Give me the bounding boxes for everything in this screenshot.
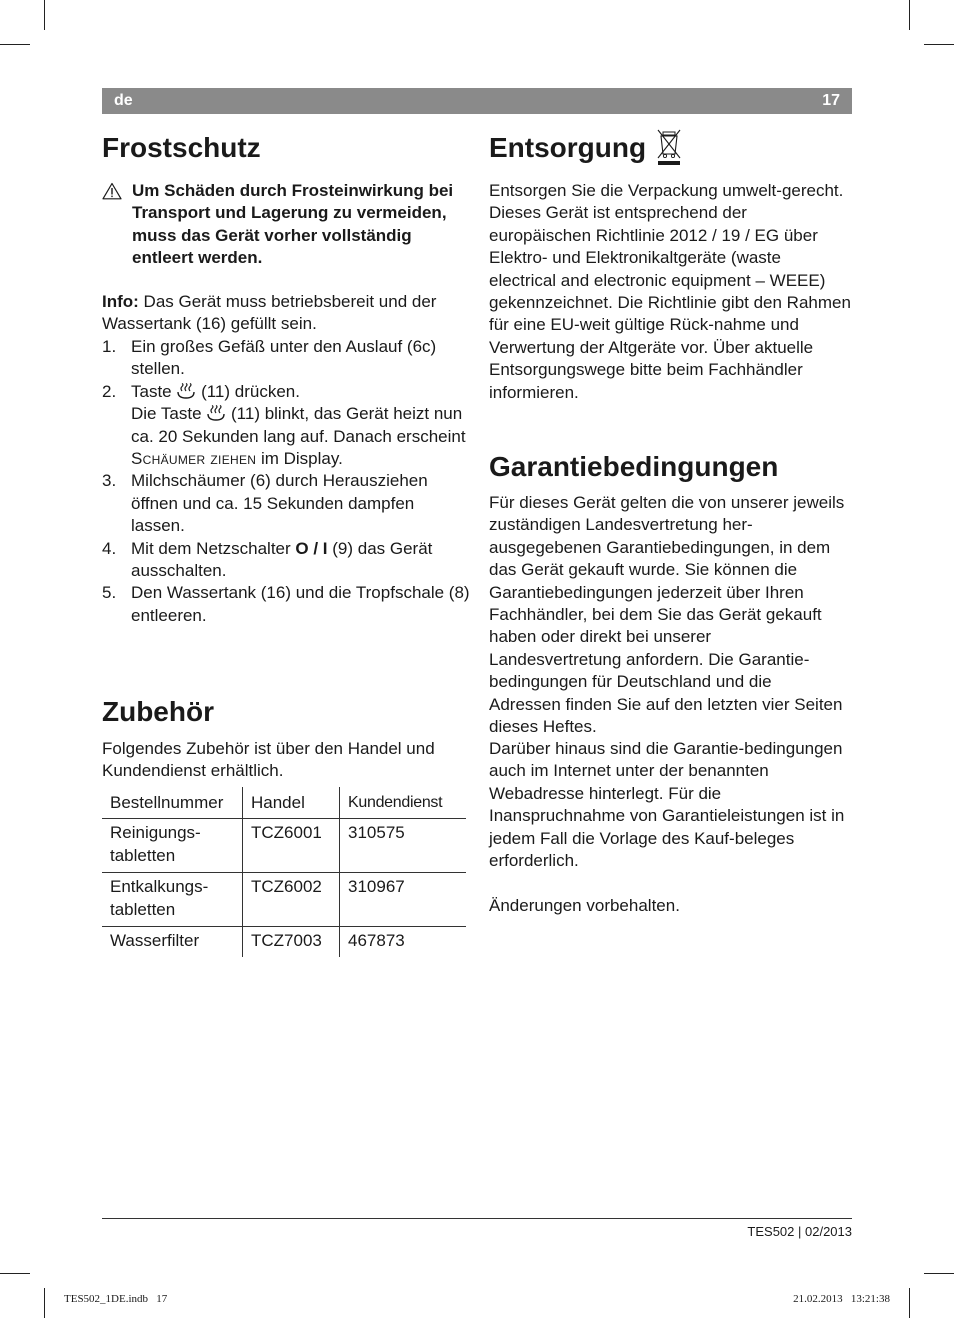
- info-label: Info:: [102, 292, 139, 311]
- garantie-paragraph-1: Für dieses Gerät gelten die von unserer jeweils zuständigen Landesvertretung her-ausgegebenen Garantiebedingungen, in dem das Gerät gekauft wurde. Sie können die Garantiebedingungen jederzeit über Ihren Fachhändler, bei dem Sie das Gerät gekauft haben oder direkt bei unserer Landesvertretung anfordern. Die Garantie-bedingungen für Deutschland und die Adressen finden Sie auf den letzten vier Seiten dieses Heftes.: [489, 493, 845, 737]
- list-item: 1. Ein großes Gefäß unter den Auslauf (6c) stellen.: [102, 337, 437, 379]
- entsorgung-text: Entsorgen Sie die Verpackung umwelt-gerecht. Dieses Gerät ist entsprechend der europäischen Richtlinie 2012 / 19 / EG über Elektro- und Elektronikaltgeräte (waste electrical and electronic equipment – WEEE) gekennzeichnet. Die Richtlinie gibt den Rahmen für eine EU-weit gültige Rück-nahme und Verwertung der Altgeräte vor. Über aktuelle Entsorgungswege bitte beim Fachhändler informieren.: [489, 181, 851, 402]
- milk-froth-icon: [176, 383, 196, 399]
- page-number: 17: [822, 92, 840, 109]
- footer-rule: [102, 1218, 852, 1219]
- slug-file-info: TES502_1DE.indb 17: [64, 1293, 168, 1305]
- column-header: Kundendienst: [340, 787, 467, 819]
- table-cell: Wasserfilter: [110, 931, 200, 951]
- table-cell: TCZ7003: [243, 927, 340, 958]
- column-header: Bestellnummer: [102, 787, 243, 819]
- table-cell: Reinigungs-tabletten: [102, 819, 243, 873]
- garantie-heading: Garantiebedingungen: [489, 451, 779, 482]
- crop-mark: [909, 0, 910, 30]
- crop-mark: [924, 1273, 954, 1274]
- crop-mark: [44, 0, 45, 30]
- crossed-out-bin-icon: [654, 127, 684, 166]
- entsorgung-heading: Entsorgung: [489, 132, 647, 163]
- table-cell: TCZ6001: [243, 819, 340, 873]
- table-cell: 467873: [340, 927, 467, 958]
- table-header-row: [102, 787, 466, 819]
- crop-mark: [924, 44, 954, 45]
- language-code: de: [114, 92, 133, 109]
- page-header-bar: [102, 88, 852, 114]
- list-item: 4. Mit dem Netzschalter O / I (9) das Gerät ausschalten.: [102, 538, 433, 581]
- footer-model-date: TES502 | 02/2013: [747, 1224, 852, 1239]
- warning-text: Um Schäden durch Frosteinwirkung bei Transport und Lagerung zu vermeiden, muss das Gerät vorher vollständig entleert werden.: [132, 181, 454, 268]
- slug-date-time: 21.02.2013 13:21:38: [793, 1293, 890, 1305]
- table-cell: 310967: [340, 873, 467, 927]
- list-item: 2. Taste (11) drücken. Die Taste (11) blinkt, das Gerät heizt nun ca. 20 Sekunden lang auf. Danach erscheint Schäumer ziehen im Display.: [102, 381, 466, 469]
- crop-mark: [44, 1288, 45, 1318]
- frost-steps-list: [102, 336, 472, 627]
- display-message: Schäumer ziehen: [131, 449, 257, 469]
- step-text: Ein großes Gefäß unter den Auslauf (6c) stellen.: [131, 337, 437, 379]
- zubehoer-intro: Folgendes Zubehör ist über den Handel und Kundendienst erhältlich.: [102, 739, 435, 781]
- table-row: [102, 873, 466, 927]
- crop-mark: [909, 1288, 910, 1318]
- table-row: [102, 819, 466, 873]
- step-text: Milchschäumer (6) durch Herausziehen öffnen und ca. 15 Sekunden dampfen lassen.: [131, 471, 428, 536]
- frostschutz-heading: Frostschutz: [102, 132, 261, 163]
- garantie-paragraph-2: Darüber hinaus sind die Garantie-bedingungen auch im Internet unter der benannten Webadresse hinterlegt. Für die Inanspruchnahme von Garantieleistungen ist in jedem Fall die Vorlage des Kauf-beleges erforderlich.: [489, 739, 845, 871]
- list-item: 3. Milchschäumer (6) durch Herausziehen öffnen und ca. 15 Sekunden dampfen lassen.: [102, 471, 428, 536]
- garantie-paragraph-3: Änderungen vorbehalten.: [489, 896, 680, 915]
- table-row: [102, 927, 466, 958]
- step-text: Den Wassertank (16) und die Tropfschale (8) entleeren.: [131, 583, 470, 625]
- crop-mark: [0, 1273, 30, 1274]
- crop-mark: [0, 44, 30, 45]
- list-item: 5. Den Wassertank (16) und die Tropfschale (8) entleeren.: [102, 583, 470, 625]
- accessories-table: [102, 787, 466, 957]
- table-cell: TCZ6002: [243, 873, 340, 927]
- column-header: Handel: [243, 787, 340, 819]
- milk-froth-icon: [206, 405, 226, 421]
- table-cell: Entkalkungs-tabletten: [102, 873, 243, 927]
- warning-triangle-icon: [102, 182, 122, 200]
- info-text: Das Gerät muss betriebsbereit und der Wassertank (16) gefüllt sein.: [102, 292, 437, 334]
- info-paragraph: [102, 291, 452, 336]
- table-cell: 310575: [340, 819, 467, 873]
- zubehoer-heading: Zubehör: [102, 696, 214, 727]
- power-switch-symbol: O / I: [295, 538, 328, 558]
